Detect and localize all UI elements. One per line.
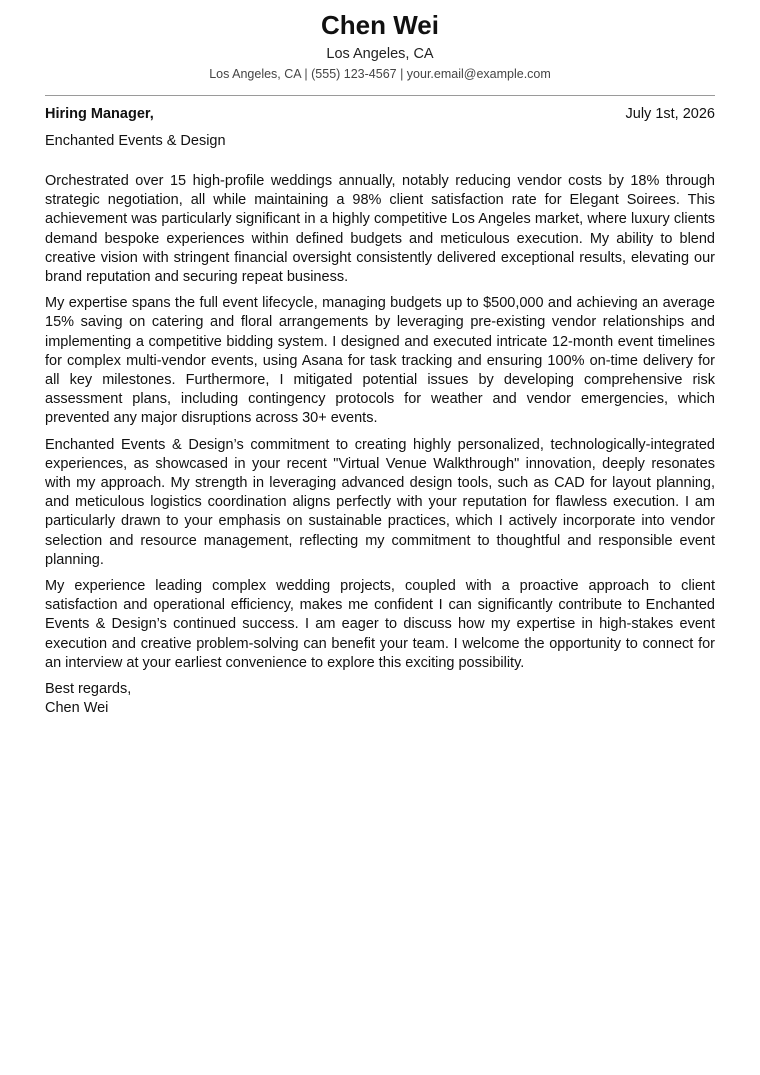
contact-line: Los Angeles, CA | (555) 123-4567 | your.email@example.com bbox=[209, 67, 551, 81]
body-paragraph: Enchanted Events & Design’s commitment to creating highly personalized, technologically-integrated experiences, as showcased in your recent "Virtual Venue Walkthrough" innovation, deeply resonates with my approach. My strength in leveraging advanced design tools, such as CAD for layout planning, and meticulous logistics coordination aligns perfectly with your reputation for flawless execution. I am particularly drawn to your emphasis on sustainable practices, which I actively incorporate into vendor selection and resource management, reflecting my commitment to thoughtful and responsible event planning. bbox=[45, 436, 715, 568]
letter-date: July 1st, 2026 bbox=[625, 106, 715, 122]
applicant-location: Los Angeles, CA bbox=[326, 46, 434, 62]
letter-header bbox=[45, 0, 715, 83]
body-paragraph: My experience leading complex wedding projects, coupled with a proactive approach to client satisfaction and operational efficiency, makes me confident I can significantly contribute to Enchanted Events & Design’s continued success. I am eager to discuss how my expertise in high-stakes event execution and creative problem-solving can benefit your team. I welcome the opportunity to connect for an interview at your earliest convenience to explore this exciting possibility. bbox=[45, 578, 715, 671]
header-divider bbox=[45, 95, 715, 96]
letter-body bbox=[45, 172, 715, 673]
closing-phrase: Best regards, bbox=[45, 681, 132, 698]
signature-name: Chen Wei bbox=[45, 700, 109, 717]
body-paragraph: Orchestrated over 15 high-profile weddings annually, notably reducing vendor costs by 18% through strategic negotiation, all while maintaining a 98% client satisfaction rate for Elegant Soirees. This achievement was particularly significant in a highly competitive Los Angeles market, where luxury clients demand bespoke experiences within defined budgets and meticulous execution. My ability to blend creative vision with stringent financial oversight consistently delivered exceptional results, elevating our brand reputation and securing repeat business. bbox=[45, 173, 715, 286]
recipient-date-row bbox=[45, 105, 715, 124]
applicant-name: Chen Wei bbox=[321, 10, 439, 40]
company-name: Enchanted Events & Design bbox=[45, 133, 226, 149]
recipient-salutation: Hiring Manager, bbox=[45, 106, 154, 122]
body-paragraph: My expertise spans the full event lifecycle, managing budgets up to $500,000 and achieving an average 15% saving on catering and floral arrangements by leveraging pre-existing vendor relationships and implementing a competitive bidding system. I designed and executed intricate 12-month event timelines for complex multi-vendor events, using Asana for task tracking and ensuring 100% on-time delivery for all key milestones. Furthermore, I mitigated potential issues by developing comprehensive risk assessment plans, including contingency protocols for weather and vendor emergencies, which prevented any major disruptions across 30+ events. bbox=[45, 295, 715, 427]
letter-closing bbox=[45, 680, 715, 718]
